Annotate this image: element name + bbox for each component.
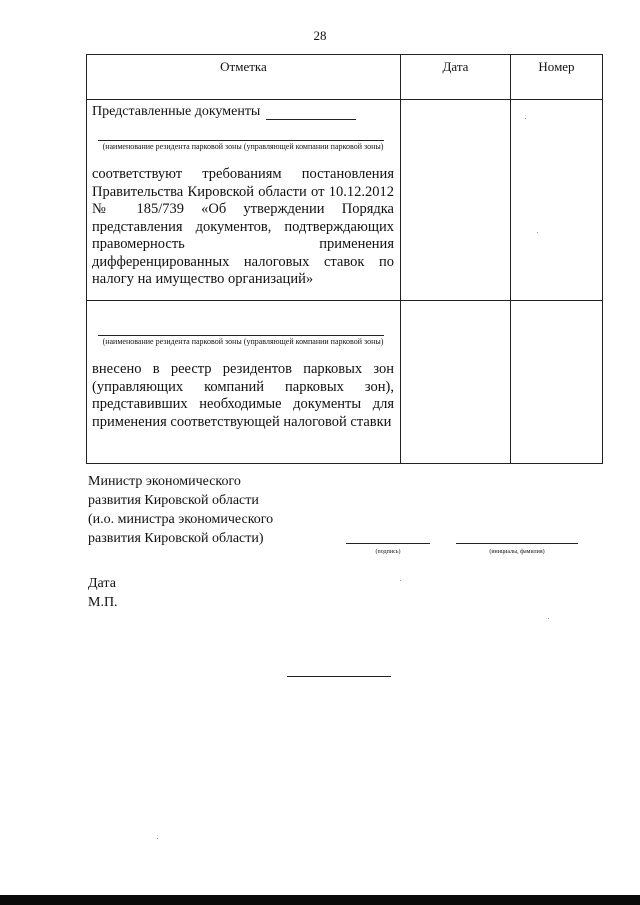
- table-row: [87, 301, 603, 464]
- minister-line: развития Кировской области): [88, 531, 264, 546]
- scan-speck: [548, 618, 549, 619]
- header-date: Дата: [401, 55, 511, 100]
- documents-lead: Представленные документы: [92, 104, 261, 119]
- date-cell-2: [401, 301, 511, 464]
- scan-speck: [400, 580, 401, 581]
- minister-line: Министр экономического: [88, 474, 241, 489]
- compliance-text: соответствуют требованиям постановления Правительства Кировской области от 10.12.2012 № 185/739 «Об утверждении Порядка представления документов, подтверждающих правомерность применения дифференцированных налоговых ставок по налогу на имущество организаций»: [92, 166, 394, 287]
- header-number: Номер: [511, 55, 603, 100]
- name-caption: (инициалы, фамилия): [489, 549, 545, 555]
- registration-table: [86, 54, 603, 464]
- mark-cell-1: [87, 100, 401, 301]
- minister-line: (и.о. министра экономического: [88, 512, 274, 527]
- registry-text: внесено в реестр резидентов парковых зон (управляющих компаний парковых зон), представивших необходимые документы для применения соответствующей налоговой ставки: [92, 361, 394, 430]
- date-cell-1: [401, 100, 511, 301]
- minister-line: развития Кировской области: [88, 493, 259, 508]
- signature-caption: (подпись): [375, 549, 401, 555]
- table-row: [87, 100, 603, 301]
- stamp-label: М.П.: [88, 595, 118, 610]
- scan-speck: [525, 118, 526, 119]
- resident-name-hint: (наименование резидента парковой зоны (управляющей компании парковой зоны): [102, 142, 384, 151]
- end-rule: [287, 676, 391, 677]
- resident-name-hint: (наименование резидента парковой зоны (управляющей компании парковой зоны): [102, 337, 384, 346]
- scan-speck: [157, 838, 158, 839]
- scan-speck: [537, 232, 538, 233]
- name-line: [456, 543, 578, 544]
- mark-cell-2: [87, 301, 401, 464]
- number-cell-1: [511, 100, 603, 301]
- date-stamp-block: [88, 574, 118, 612]
- scan-edge-bar: [0, 895, 640, 905]
- table-header-row: [87, 55, 603, 100]
- page-number: 28: [313, 28, 327, 43]
- minister-title: [88, 472, 273, 548]
- signature-line: [346, 543, 430, 544]
- fill-in-line: [266, 107, 356, 120]
- number-cell-2: [511, 301, 603, 464]
- date-label: Дата: [88, 576, 116, 591]
- header-mark: Отметка: [87, 55, 401, 100]
